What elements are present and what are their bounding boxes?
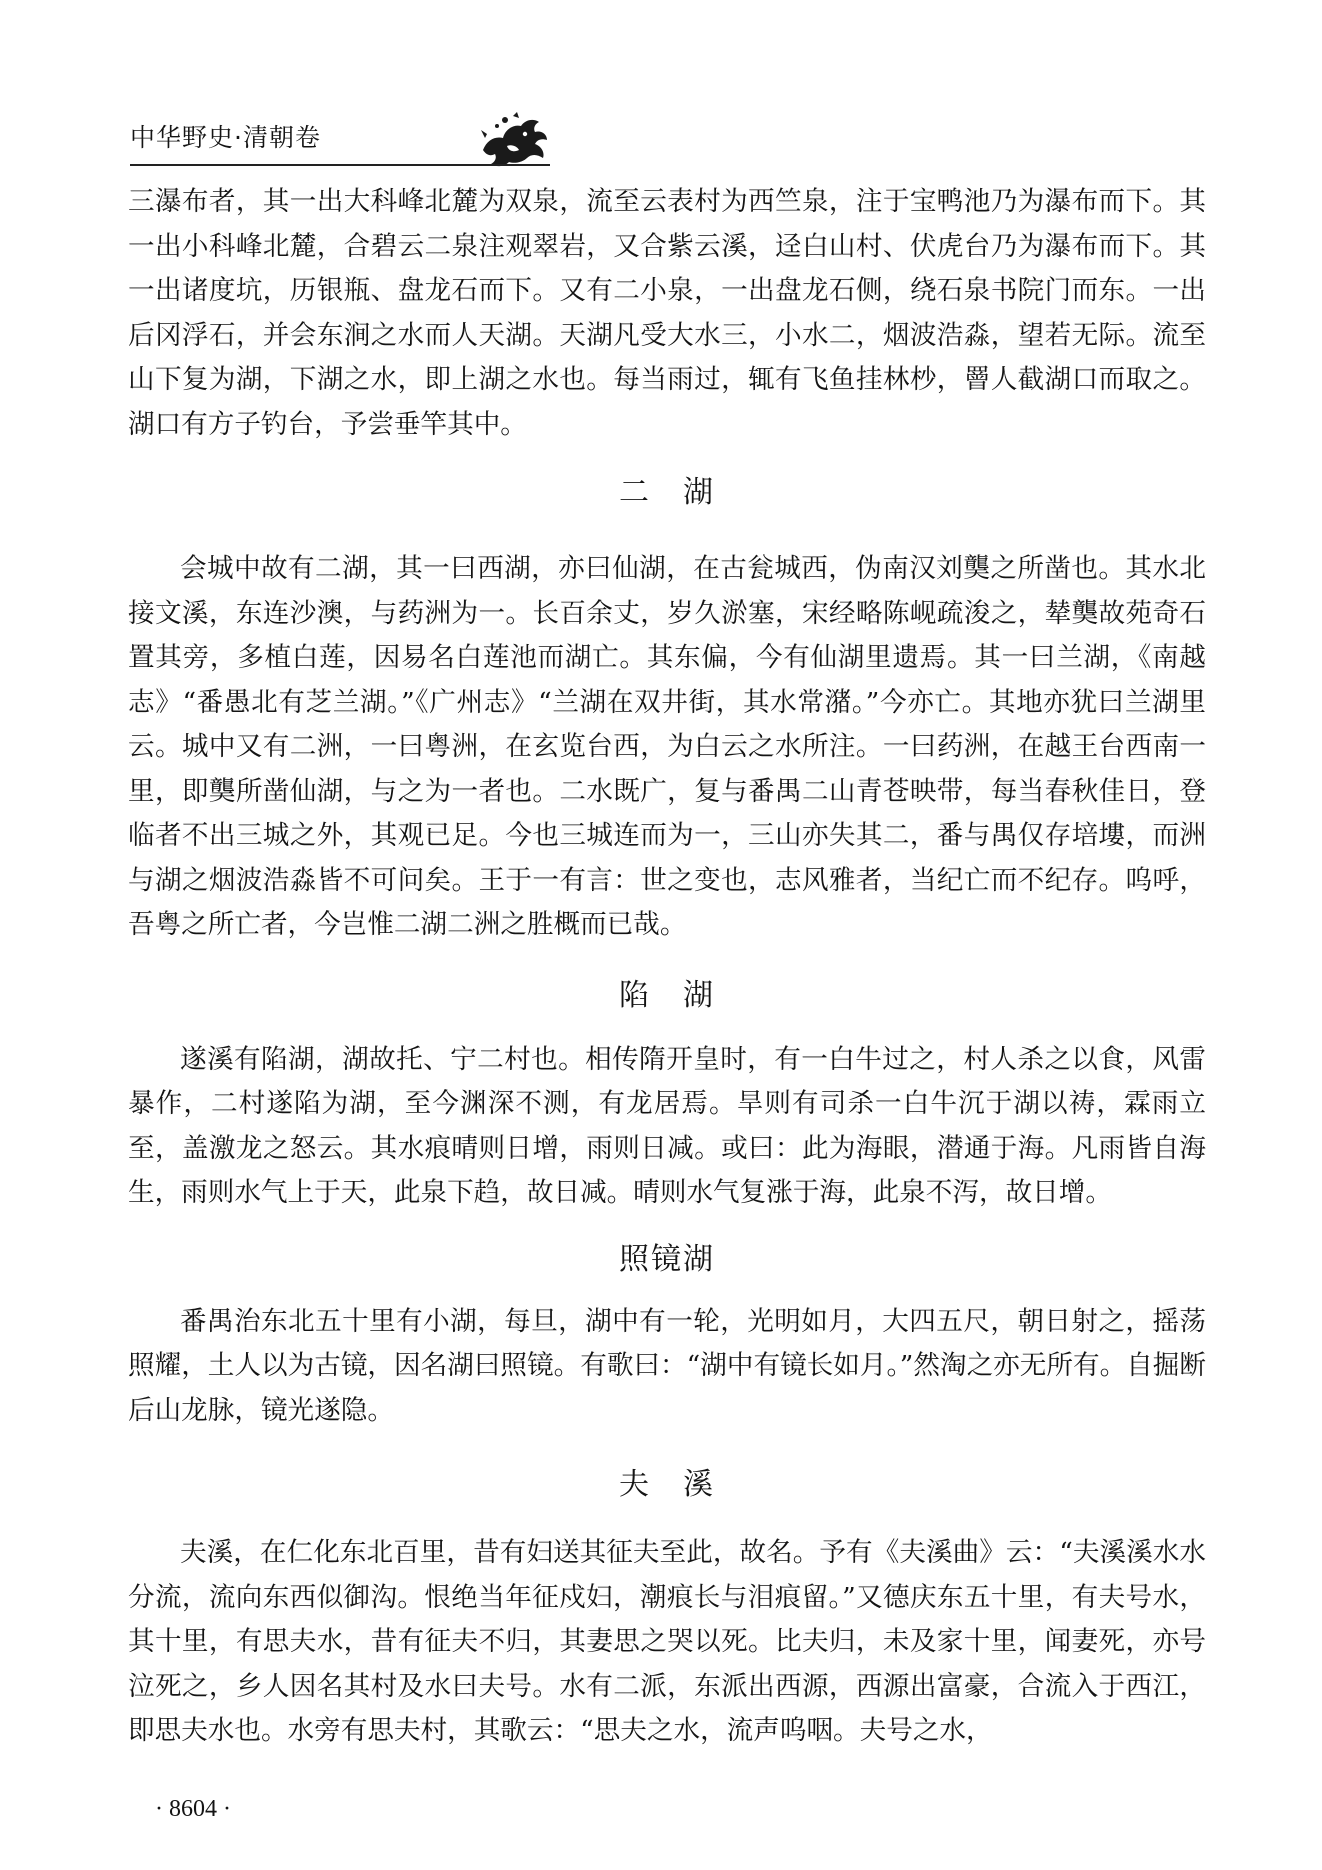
- dragon-emblem-icon: [475, 110, 553, 170]
- section-title-xian-hu: 陷 湖: [619, 977, 715, 1013]
- section-title-fu-xi: 夫 溪: [619, 1467, 715, 1502]
- paragraph-three-waterfalls: 三瀑布者，其一出大科峰北麓为双泉，流至云表村为西竺泉，注于宝鸭池乃为瀑布而下。其一出小科峰北麓，合碧云二泉注观翠岩，又合紫云溪，迳白山村、伏虎台乃为瀑布而下。其一出诸度坑，历银瓶、盘龙石而下。又有二小泉，一出盘龙石侧，绕石泉书院门而东。一出后冈浮石，并会东涧之水而人天湖。天湖凡受大水三，小水二，烟波浩淼，望若无际。流至山下复为湖，下湖之水，即上湖之水也。每当雨过，辄有飞鱼挂林杪，罾人截湖口而取之。湖口有方子钓台，予尝垂竿其中。: [128, 186, 1206, 440]
- paragraph-zhao-jing-hu: 番禺治东北五十里有小湖，每旦，湖中有一轮，光明如月，大四五尺，朝日射之，摇荡照耀，土人以为古镜，因名湖曰照镜。有歌曰：“湖中有镜长如月。”然淘之亦无所有。自掘断后山龙脉，镜光遂隐。: [128, 1305, 1206, 1426]
- book-title: 中华野史·清朝卷: [130, 123, 321, 152]
- section-title-zhao-jing-hu: 照镜湖: [619, 1241, 715, 1277]
- running-header: [130, 118, 550, 158]
- page-body: [128, 180, 1206, 1754]
- paragraph-er-hu: 会城中故有二湖，其一曰西湖，亦曰仙湖，在古瓮城西，伪南汉刘龑之所凿也。其水北接文溪，东连沙澳，与药洲为一。长百余丈，岁久淤塞，宋经略陈岘疏浚之，辇龑故苑奇石置其旁，多植白莲，因易名白莲池而湖亡。其东偏，今有仙湖里遗焉。其一曰兰湖，《南越志》“番愚北有芝兰湖。”《广州志》“兰湖在双井街，其水常潴。”今亦亡。其地亦犹曰兰湖里云。城中又有二洲，一曰粤洲，在玄览台西，为白云之水所注。一曰药洲，在越王台西南一里，即龑所凿仙湖，与之为一者也。二水既广，复与番禺二山青苍映带，每当春秋佳日，登临者不出三城之外，其观已足。今也三城连而为一，三山亦失其二，番与禺仅存培塿，而洲与湖之烟波浩淼皆不可问矣。王于一有言：世之变也，志风雅者，当纪亡而不纪存。呜呼，吾粤之所亡者，今岂惟二湖二洲之胜概而已哉。: [128, 553, 1206, 940]
- paragraph-xian-hu: 遂溪有陷湖，湖故托、宁二村也。相传隋开皇时，有一白牛过之，村人杀之以食，风雷暴作，二村遂陷为湖，至今渊深不测，有龙居焉。旱则有司杀一白牛沉于湖以祷，霖雨立至，盖激龙之怒云。其水痕晴则日增，雨则日减。或曰：此为海眼，潜通于海。凡雨皆自海生，雨则水气上于天，此泉下趋，故日减。晴则水气复涨于海，此泉不泻，故日增。: [128, 1043, 1206, 1208]
- paragraph-fu-xi: 夫溪，在仁化东北百里，昔有妇送其征夫至此，故名。予有《夫溪曲》云：“夫溪溪水水分流，流向东西似御沟。恨绝当年征戍妇，潮痕长与泪痕留。”又德庆东五十里，有夫号水，其十里，有思夫水，昔有征夫不归，其妻思之哭以死。比夫归，未及家十里，闻妻死，亦号泣死之，乡人因名其村及水曰夫号。水有二派，东派出西源，西源出富豪，合流入于西江，即思夫水也。水旁有思夫村，其歌云：“思夫之水，流声呜咽。夫号之水，: [128, 1537, 1206, 1746]
- section-title-er-hu: 二 湖: [619, 475, 715, 510]
- page-number: · 8604 ·: [155, 1796, 231, 1822]
- header-divider: [130, 164, 550, 166]
